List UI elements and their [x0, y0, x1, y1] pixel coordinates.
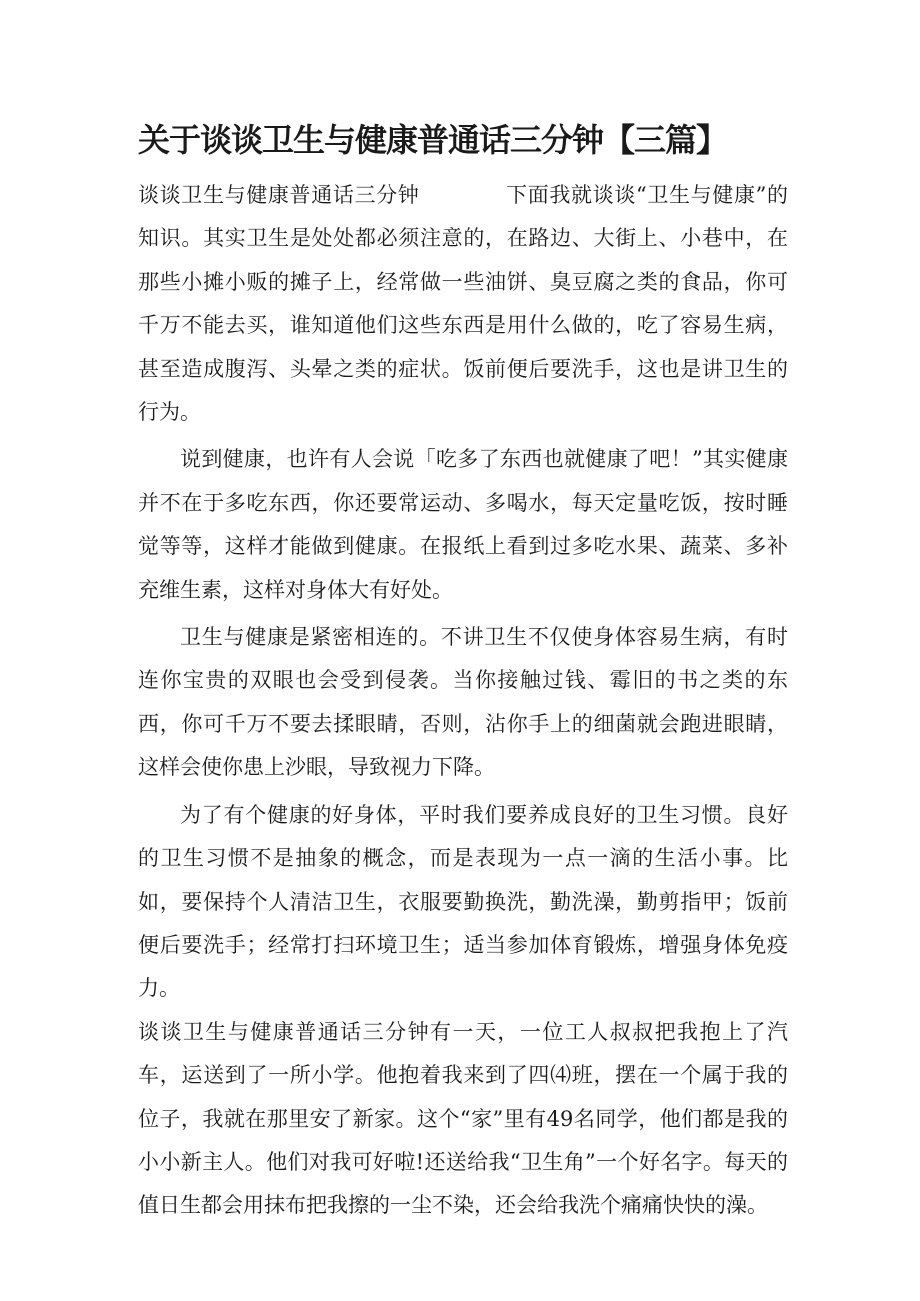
paragraph-5: 谈谈卫生与健康普通话三分钟有一天，一位工人叔叔把我抱上了汽车，运送到了一所小学。他抱着我来到了四⑷班，摆在一个属于我的位子，我就在那里安了新家。这个“家”里有49名同学，他们都是我的小小新主人。他们对我可好啦!还送给我“卫生角”一个好名字。每天的值日生都会用抹布把我擦的一尘不染，还会给我洗个痛痛快快的澡。	[138, 1019, 788, 1218]
paragraph-4: 为了有个健康的好身体，平时我们要养成良好的卫生习惯。良好的卫生习惯不是抽象的概念，而是表现为一点一滴的生活小事。比如，要保持个人清洁卫生，衣服要勤换洗，勤洗澡，勤剪指甲；饭前便后要洗手；经常打扫环境卫生；适当参加体育锻炼，增强身体免疫力。	[138, 802, 788, 1001]
document-page	[138, 118, 788, 1228]
paragraph-3: 卫生与健康是紧密相连的。不讲卫生不仅使身体容易生病，有时连你宝贵的双眼也会受到侵袭。当你接触过钱、霉旧的书之类的东西，你可千万不要去揉眼睛，否则，沾你手上的细菌就会跑进眼睛，这样会使你患上沙眼，导致视力下降。	[138, 625, 788, 780]
paragraph-1	[138, 174, 788, 434]
document-title: 关于谈谈卫生与健康普通话三分钟【三篇】	[138, 121, 728, 159]
paragraph-1-text: 下面我就谈谈“卫生与健康”的知识。其实卫生是处处都必须注意的，在路边、大街上、小巷中，在那些小摊小贩的摊子上，经常做一些油饼、臭豆腐之类的食品，你可千万不能去买，谁知道他们这些东西是用什么做的，吃了容易生病，甚至造成腹泻、头晕之类的症状。饭前便后要洗手，这也是讲卫生的行为。	[138, 183, 788, 425]
paragraph-2: 说到健康，也许有人会说「吃多了东西也就健康了吧！”其实健康并不在于多吃东西，你还要常运动、多喝水，每天定量吃饭，按时睡觉等等，这样才能做到健康。在报纸上看到过多吃水果、蔬菜、多补充维生素，这样对身体大有好处。	[138, 447, 788, 602]
intro-heading: 谈谈卫生与健康普通话三分钟	[138, 183, 420, 207]
